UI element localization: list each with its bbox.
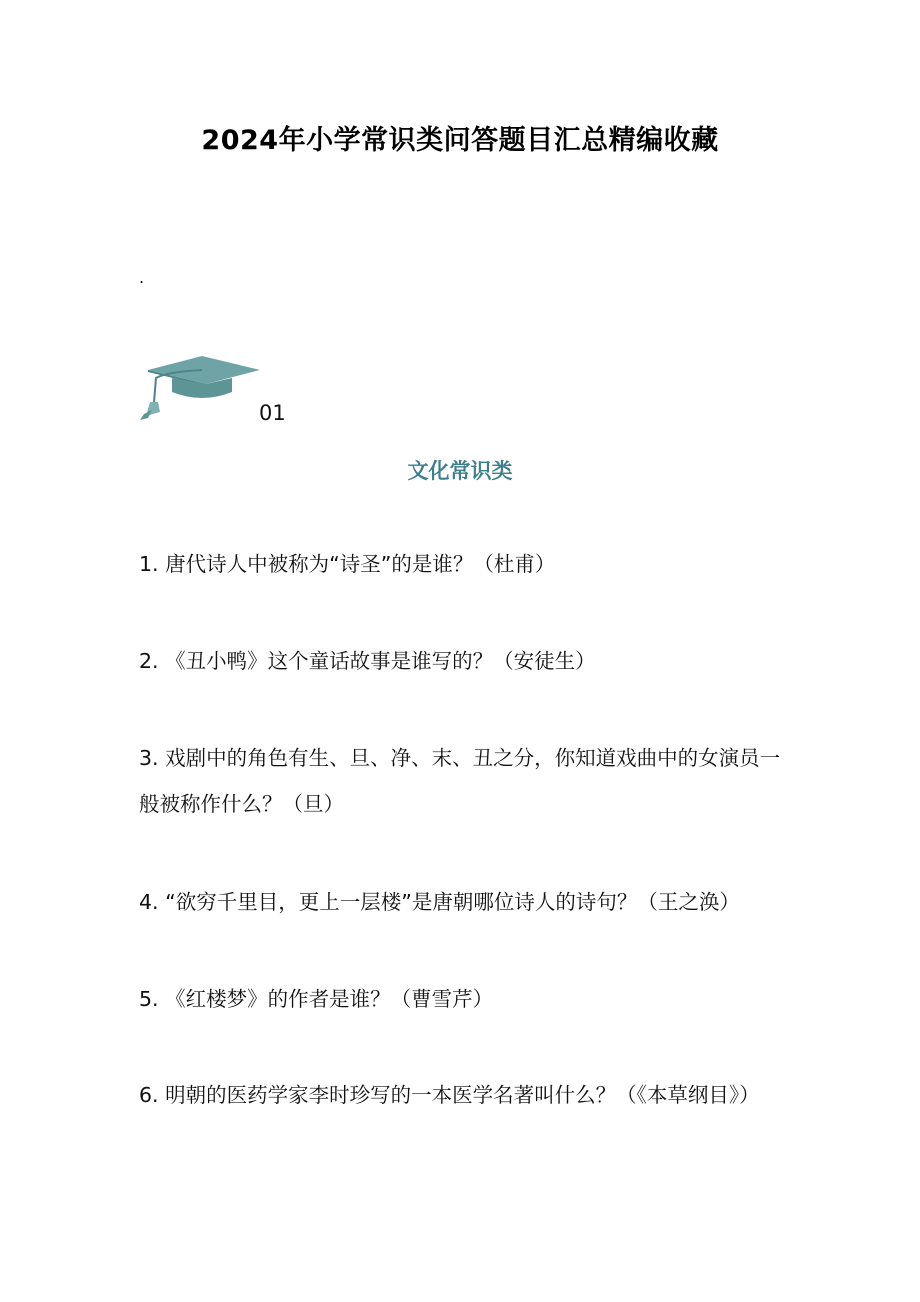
question-item: 1. 唐代诗人中被称为“诗圣”的是谁？（杜甫） — [139, 552, 556, 576]
document-title: 2024年小学常识类问答题目汇总精编收藏 — [201, 125, 719, 156]
question-item: 3. 戏剧中的角色有生、旦、净、末、丑之分，你知道戏曲中的女演员一般被称作什么？（旦） — [139, 746, 781, 816]
section-number: 01 — [259, 401, 286, 425]
section-title: 文化常识类 — [407, 459, 513, 483]
question-item: 5. 《红楼梦》的作者是谁？（曹雪芹） — [139, 987, 494, 1011]
question-item: 4. “欲穷千里目，更上一层楼”是唐朝哪位诗人的诗句？（王之涣） — [139, 890, 740, 914]
stray-dot: . — [139, 268, 145, 287]
question-item: 6. 明朝的医药学家李时珍写的一本医学名著叫什么？（《本草纲目》） — [139, 1083, 760, 1107]
question-item: 2. 《丑小鸭》这个童话故事是谁写的？（安徒生） — [139, 649, 596, 673]
graduation-cap-icon — [136, 352, 264, 424]
